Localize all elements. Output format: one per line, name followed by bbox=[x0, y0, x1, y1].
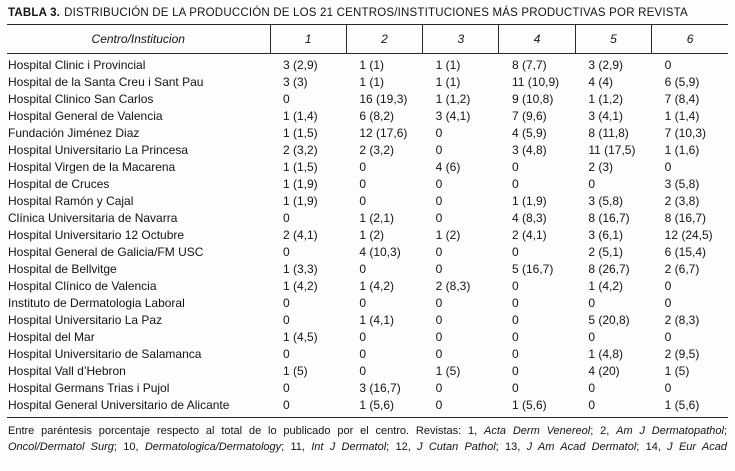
value-cell: 1 (4,2) bbox=[283, 279, 318, 293]
value-cell: 0 bbox=[359, 347, 367, 361]
value-cell: 1 (2) bbox=[359, 228, 385, 242]
value-cell: 16 (19,3) bbox=[359, 92, 408, 106]
footnote-text: ; 2, bbox=[590, 425, 617, 437]
center-name-cell: Clínica Universitaria de Navarra bbox=[8, 211, 178, 225]
value-cell: 0 bbox=[511, 296, 519, 310]
value-cell: 12 (24,5) bbox=[664, 228, 713, 242]
value-cell: 2 (3,8) bbox=[664, 194, 700, 208]
table-row bbox=[7, 210, 728, 227]
value-cell: 7 (10,3) bbox=[664, 126, 706, 140]
value-cell: 8 (7,7) bbox=[511, 58, 547, 72]
value-cell: 0 bbox=[283, 398, 290, 412]
value-cell: 6 (15,4) bbox=[664, 245, 706, 259]
value-cell: 1 (5) bbox=[283, 364, 308, 378]
value-cell: 0 bbox=[588, 296, 595, 310]
value-cell: 0 bbox=[283, 211, 290, 225]
value-cell: 0 bbox=[435, 245, 443, 259]
center-name-cell: Hospital de Bellvitge bbox=[8, 262, 117, 276]
value-cell: 0 bbox=[664, 330, 672, 344]
value-cell: 1 (4,5) bbox=[283, 330, 318, 344]
value-cell: 2 (5,1) bbox=[588, 245, 623, 259]
value-cell: 1 (4,2) bbox=[359, 279, 395, 293]
journal-name: Oncol/Dermatol Surg bbox=[8, 440, 114, 453]
value-cell: 1 (5,6) bbox=[664, 398, 700, 412]
value-cell: 0 bbox=[588, 398, 595, 412]
value-cell: 4 (6) bbox=[435, 160, 461, 174]
table-row bbox=[7, 227, 728, 244]
table-row bbox=[7, 278, 728, 295]
value-cell: 0 bbox=[435, 296, 443, 310]
table-row bbox=[7, 125, 728, 142]
value-cell: 0 bbox=[435, 262, 443, 276]
value-cell: 8 (16,7) bbox=[664, 211, 706, 225]
table-row bbox=[7, 176, 728, 193]
value-cell: 1 (1) bbox=[435, 75, 461, 89]
header-journal-6: 6 bbox=[652, 25, 728, 54]
journal-name: J Eur Acad bbox=[667, 440, 727, 453]
production-table bbox=[7, 24, 728, 418]
value-cell: 2 (3,2) bbox=[283, 143, 318, 157]
center-name-cell: Hospital Clinico San Carlos bbox=[8, 92, 154, 106]
value-cell: 0 bbox=[664, 279, 672, 293]
value-cell: 0 bbox=[511, 177, 519, 191]
header-journal-1: 1 bbox=[270, 25, 346, 54]
value-cell: 0 bbox=[511, 160, 519, 174]
table-body bbox=[7, 54, 728, 418]
value-cell: 0 bbox=[359, 296, 367, 310]
value-cell: 1 (1,2) bbox=[435, 92, 471, 106]
value-cell: 2 (4,1) bbox=[511, 228, 547, 242]
value-cell: 0 bbox=[283, 313, 290, 327]
value-cell: 3 (6,1) bbox=[588, 228, 623, 242]
value-cell: 1 (1,4) bbox=[283, 109, 318, 123]
footnote-text: ; 11, bbox=[281, 440, 312, 453]
value-cell: 3 (5,8) bbox=[664, 177, 700, 191]
value-cell: 1 (1,2) bbox=[588, 92, 623, 106]
value-cell: 1 (1,9) bbox=[283, 177, 318, 191]
value-cell: 1 (1,4) bbox=[664, 109, 700, 123]
center-name-cell: Hospital General Universitario de Alicante bbox=[8, 398, 230, 412]
table-row bbox=[7, 108, 728, 125]
center-name-cell: Hospital Universitario La Paz bbox=[8, 313, 163, 327]
journal-name: J Am Acad Dermatol bbox=[526, 440, 637, 453]
value-cell: 1 (4,2) bbox=[588, 279, 623, 293]
value-cell: 0 bbox=[511, 347, 519, 361]
center-name-cell: Hospital Clinic i Provincial bbox=[8, 58, 146, 72]
table-header-row bbox=[7, 25, 728, 54]
value-cell: 1 (4,8) bbox=[588, 347, 623, 361]
header-journal-3: 3 bbox=[423, 25, 499, 54]
value-cell: 1 (1) bbox=[435, 58, 461, 72]
value-cell: 1 (2) bbox=[435, 228, 461, 242]
value-cell: 8 (16,7) bbox=[588, 211, 630, 225]
center-name-cell: Hospital de la Santa Creu i Sant Pau bbox=[8, 75, 204, 89]
journal-name: Acta Derm Venereol bbox=[484, 425, 591, 437]
table-row bbox=[7, 363, 728, 380]
value-cell: 3 (5,8) bbox=[588, 194, 623, 208]
value-cell: 3 (4,1) bbox=[588, 109, 623, 123]
value-cell: 7 (8,4) bbox=[664, 92, 700, 106]
value-cell: 0 bbox=[359, 177, 367, 191]
value-cell: 0 bbox=[435, 381, 443, 395]
table-row bbox=[7, 295, 728, 312]
value-cell: 1 (1,9) bbox=[283, 194, 318, 208]
value-cell: 3 (4,8) bbox=[511, 143, 547, 157]
value-cell: 0 bbox=[435, 347, 443, 361]
footnote-text: ; 10, bbox=[113, 440, 145, 453]
center-name-cell: Hospital Clínico de Valencia bbox=[8, 279, 157, 293]
value-cell: 3 (2,9) bbox=[588, 58, 623, 72]
table-row bbox=[7, 261, 728, 278]
center-name-cell: Hospital General de Valencia bbox=[8, 109, 163, 123]
value-cell: 8 (26,7) bbox=[588, 262, 630, 276]
header-journal-2: 2 bbox=[346, 25, 422, 54]
table-row bbox=[7, 142, 728, 159]
value-cell: 0 bbox=[664, 381, 672, 395]
header-journal-5: 5 bbox=[575, 25, 651, 54]
value-cell: 0 bbox=[359, 330, 367, 344]
center-name-cell: Hospital Vall d’Hebron bbox=[8, 364, 126, 378]
center-name-cell: Hospital Universitario 12 Octubre bbox=[8, 228, 185, 242]
table-title bbox=[7, 5, 728, 24]
value-cell: 2 (9,5) bbox=[664, 347, 700, 361]
value-cell: 1 (1,5) bbox=[283, 160, 318, 174]
journal-name: Int J Dermatol bbox=[311, 440, 387, 453]
value-cell: 1 (4,1) bbox=[359, 313, 395, 327]
footnote-text: Entre paréntesis porcentaje respecto al total de lo publicado por el centro. Revistas: 1, bbox=[8, 425, 485, 437]
value-cell: 1 (5,6) bbox=[359, 398, 395, 412]
value-cell: 0 bbox=[511, 313, 519, 327]
value-cell: 4 (10,3) bbox=[359, 245, 401, 259]
table-row bbox=[7, 346, 728, 363]
center-name-cell: Hospital General de Galicia/FM USC bbox=[8, 245, 204, 259]
value-cell: 0 bbox=[511, 381, 519, 395]
table-row bbox=[7, 193, 728, 210]
value-cell: 5 (20,8) bbox=[588, 313, 630, 327]
value-cell: 0 bbox=[664, 160, 672, 174]
value-cell: 0 bbox=[283, 381, 290, 395]
value-cell: 1 (1) bbox=[359, 58, 385, 72]
value-cell: 4 (20) bbox=[588, 364, 620, 378]
value-cell: 0 bbox=[435, 143, 443, 157]
center-name-cell: Hospital Ramón y Cajal bbox=[8, 194, 134, 208]
table-title-label: TABLA 3. bbox=[8, 7, 61, 19]
value-cell: 12 (17,6) bbox=[359, 126, 408, 140]
value-cell: 0 bbox=[283, 92, 290, 106]
value-cell: 1 (1,6) bbox=[664, 143, 700, 157]
value-cell: 0 bbox=[435, 194, 443, 208]
value-cell: 0 bbox=[511, 330, 519, 344]
value-cell: 3 (3) bbox=[283, 75, 308, 89]
center-name-cell: Hospital Germans Trias i Pujol bbox=[8, 381, 170, 395]
value-cell: 1 (3,3) bbox=[283, 262, 318, 276]
value-cell: 11 (17,5) bbox=[588, 143, 636, 157]
header-journal-4: 4 bbox=[499, 25, 575, 54]
value-cell: 0 bbox=[435, 126, 443, 140]
footnote-text: ; 14, bbox=[636, 440, 668, 453]
header-centro-institucion: Centro/Institucion bbox=[7, 25, 270, 54]
value-cell: 4 (4) bbox=[588, 75, 613, 89]
table-row bbox=[7, 397, 728, 418]
value-cell: 0 bbox=[588, 381, 595, 395]
value-cell: 1 (5,6) bbox=[511, 398, 547, 412]
value-cell: 6 (8,2) bbox=[359, 109, 395, 123]
value-cell: 1 (2,1) bbox=[359, 211, 395, 225]
value-cell: 0 bbox=[359, 160, 367, 174]
value-cell: 9 (10,8) bbox=[511, 92, 554, 106]
footnote-line-1 bbox=[8, 424, 727, 440]
footnote-text: ; 13, bbox=[495, 440, 527, 453]
value-cell: 0 bbox=[435, 313, 443, 327]
value-cell: 0 bbox=[435, 211, 443, 225]
table-row bbox=[7, 74, 728, 91]
value-cell: 0 bbox=[588, 177, 595, 191]
footnote-text: ; bbox=[723, 425, 728, 437]
journal-name: J Cutan Pathol bbox=[417, 440, 496, 453]
table-row bbox=[7, 380, 728, 397]
center-name-cell: Hospital Universitario La Princesa bbox=[8, 143, 189, 157]
value-cell: 3 (2,9) bbox=[283, 58, 318, 72]
value-cell: 1 (1,5) bbox=[283, 126, 318, 140]
value-cell: 2 (3) bbox=[588, 160, 613, 174]
center-name-cell: Hospital de Cruces bbox=[8, 177, 110, 191]
value-cell: 4 (5,9) bbox=[511, 126, 547, 140]
table-row bbox=[7, 244, 728, 261]
center-name-cell: Hospital Universitario de Salamanca bbox=[8, 347, 202, 361]
table-row bbox=[7, 159, 728, 176]
table-row bbox=[7, 54, 728, 75]
value-cell: 3 (4,1) bbox=[435, 109, 471, 123]
value-cell: 2 (3,2) bbox=[359, 143, 395, 157]
value-cell: 0 bbox=[511, 279, 519, 293]
value-cell: 0 bbox=[588, 330, 595, 344]
center-name-cell: Fundación Jiménez Diaz bbox=[8, 126, 140, 140]
value-cell: 0 bbox=[664, 296, 672, 310]
value-cell: 2 (4,1) bbox=[283, 228, 318, 242]
value-cell: 0 bbox=[511, 364, 519, 378]
value-cell: 5 (16,7) bbox=[511, 262, 554, 276]
value-cell: 0 bbox=[283, 347, 290, 361]
journal-name: Am J Dermatopathol bbox=[616, 425, 724, 437]
value-cell: 1 (5) bbox=[435, 364, 461, 378]
value-cell: 2 (6,7) bbox=[664, 262, 700, 276]
value-cell: 3 (16,7) bbox=[359, 381, 401, 395]
value-cell: 2 (8,3) bbox=[435, 279, 471, 293]
value-cell: 1 (5) bbox=[664, 364, 690, 378]
center-name-cell: Hospital del Mar bbox=[8, 330, 95, 344]
value-cell: 4 (8,3) bbox=[511, 211, 547, 225]
table-row bbox=[7, 329, 728, 346]
footnote-line-2 bbox=[8, 440, 727, 456]
value-cell: 0 bbox=[283, 245, 290, 259]
value-cell: 2 (8,3) bbox=[664, 313, 700, 327]
center-name-cell: Hospital Virgen de la Macarena bbox=[8, 160, 176, 174]
table-title-text: DISTRIBUCIÓN DE LA PRODUCCIÓN DE LOS 21 CENTROS/INSTITUCIONES MÁS PRODUCTIVAS POR REVISTA bbox=[64, 7, 688, 19]
value-cell: 0 bbox=[359, 262, 367, 276]
value-cell: 11 (10,9) bbox=[511, 75, 560, 89]
table-row bbox=[7, 91, 728, 108]
value-cell: 1 (1,9) bbox=[511, 194, 547, 208]
value-cell: 0 bbox=[511, 245, 519, 259]
table-row bbox=[7, 312, 728, 329]
footnote-text: ; 12, bbox=[386, 440, 418, 453]
value-cell: 0 bbox=[435, 330, 443, 344]
journal-name: Dermatologica/Dermatology bbox=[144, 440, 282, 453]
value-cell: 6 (5,9) bbox=[664, 75, 700, 89]
value-cell: 0 bbox=[359, 364, 367, 378]
value-cell: 8 (11,8) bbox=[588, 126, 629, 140]
value-cell: 0 bbox=[359, 194, 367, 208]
value-cell: 1 (1) bbox=[359, 75, 385, 89]
center-name-cell: Instituto de Dermatologia Laboral bbox=[8, 296, 185, 310]
table-footnote bbox=[7, 424, 728, 455]
value-cell: 7 (9,6) bbox=[511, 109, 547, 123]
value-cell: 0 bbox=[435, 177, 443, 191]
value-cell: 0 bbox=[283, 296, 290, 310]
value-cell: 0 bbox=[435, 398, 443, 412]
value-cell: 0 bbox=[664, 58, 672, 72]
